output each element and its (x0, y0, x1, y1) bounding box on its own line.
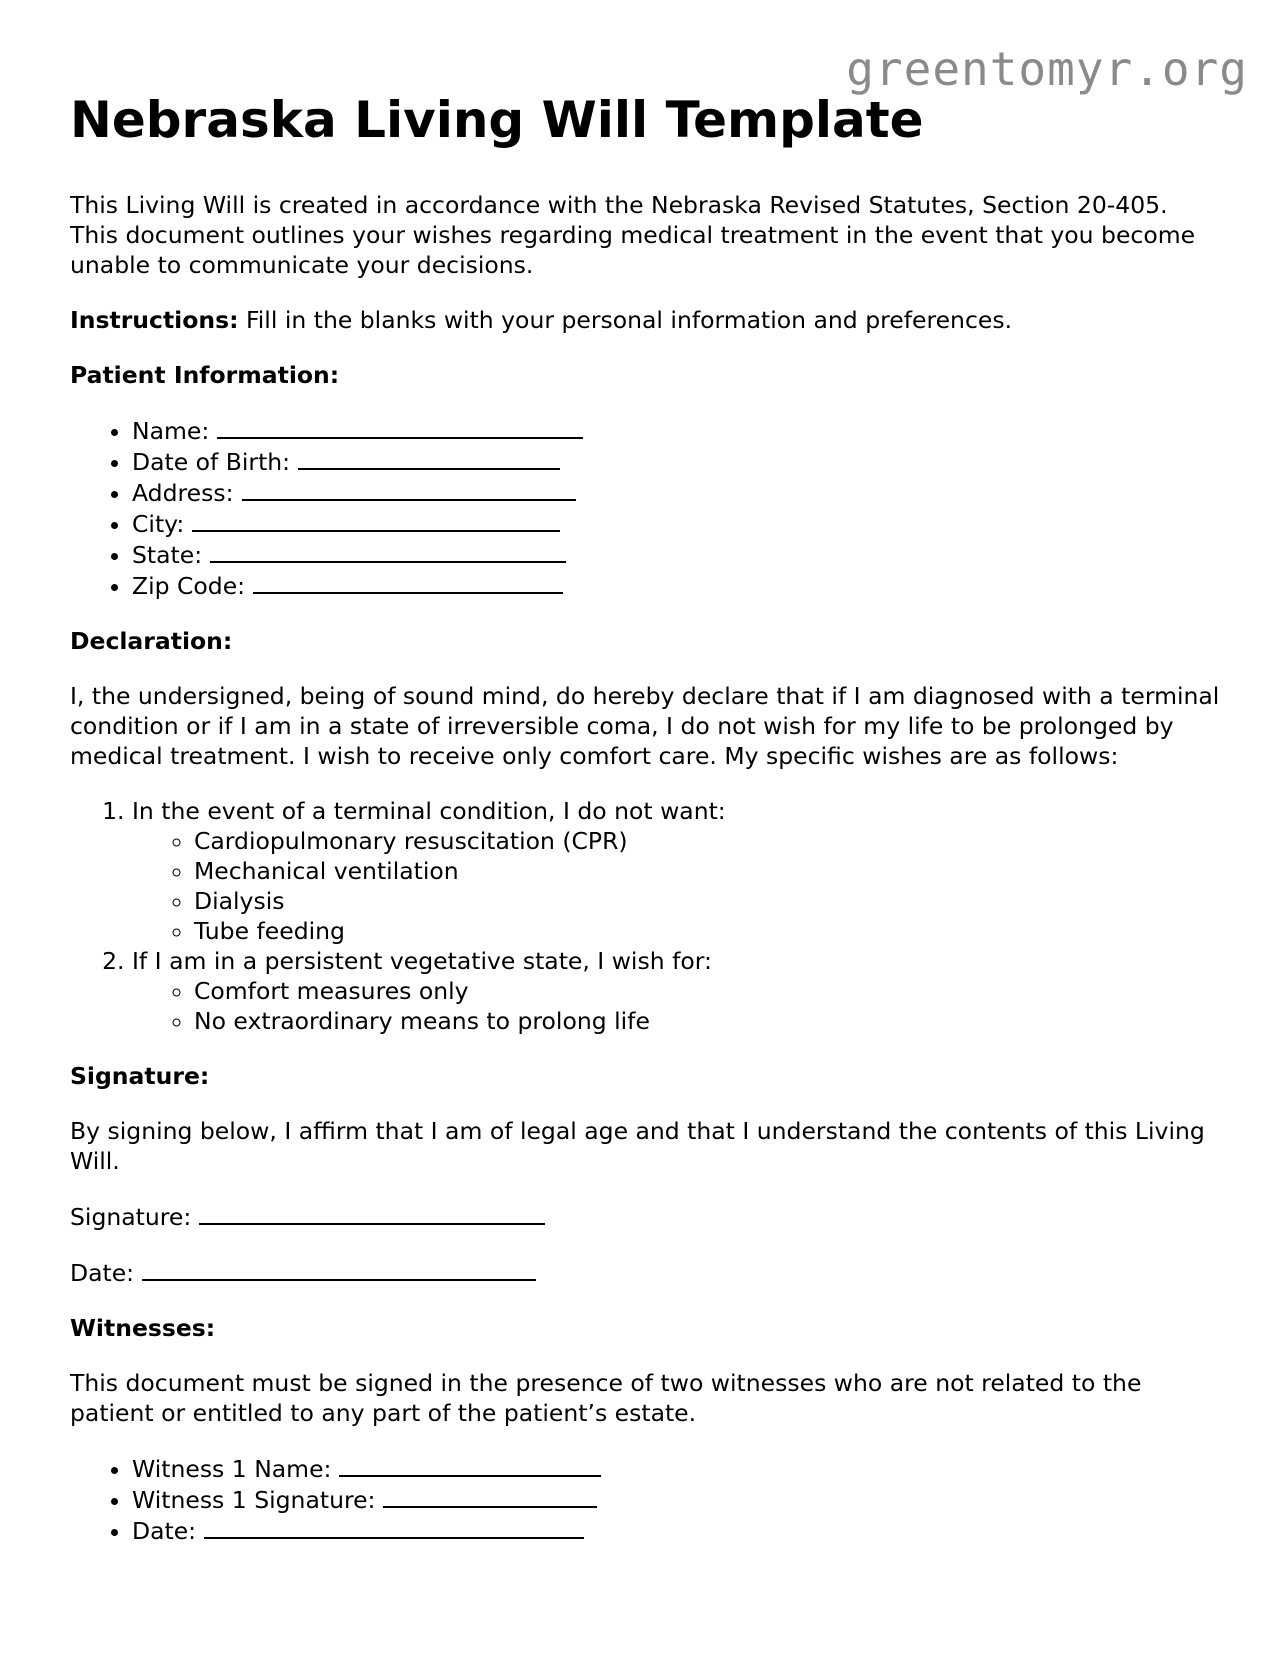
zip-blank[interactable] (253, 570, 563, 594)
list-item (132, 477, 1220, 508)
signature-blank[interactable] (199, 1201, 545, 1225)
field-label-city: City: (132, 510, 185, 538)
list-item (132, 415, 1220, 446)
page-title: Nebraska Living Will Template (70, 91, 924, 149)
declaration-paragraph: I, the undersigned, being of sound mind, do hereby declare that if I am diagnosed with a terminal condition or if I am in a state of irreversible coma, I do not wish for my life to be prolonged by medical treatment. I wish to receive only comfort care. My specific wishes are as follows: (70, 682, 1220, 770)
declaration-heading: Declaration: (70, 627, 233, 655)
city-blank[interactable] (192, 508, 560, 532)
date-label: Date: (70, 1259, 135, 1287)
list-item (132, 508, 1220, 539)
list-item: ◦ Mechanical ventilation (194, 856, 1220, 886)
intro-paragraph: This Living Will is created in accordance with the Nebraska Revised Statutes, Section 20-405. This document outlines your wishes regarding medical treatment in the event that you become unable to communicate your decisions. (70, 191, 1196, 279)
instructions-label: Instructions: (70, 306, 239, 334)
patient-info-heading: Patient Information: (70, 361, 340, 389)
date-blank[interactable] (142, 1257, 536, 1281)
list-item (132, 946, 1220, 1036)
field-label-state: State: (132, 541, 203, 569)
field-label-address: Address: (132, 479, 234, 507)
witness-date-label: Date: (132, 1517, 197, 1545)
list-item (132, 1515, 1220, 1546)
witness-list (70, 1453, 1220, 1546)
list-item: ◦ Tube feeding (194, 916, 1220, 946)
witness-signature-blank[interactable] (383, 1484, 597, 1508)
list-item: ◦ Cardiopulmonary resuscitation (CPR) (194, 826, 1220, 856)
name-blank[interactable] (217, 415, 583, 439)
wishes-list (70, 796, 1220, 1036)
witness-name-label: Witness 1 Name: (132, 1455, 332, 1483)
list-item (132, 796, 1220, 946)
list-item (132, 1453, 1220, 1484)
wish-label: If I am in a persistent vegetative state, I wish for: (132, 947, 712, 975)
list-item: ◦ Comfort measures only (194, 976, 1220, 1006)
list-item (132, 539, 1220, 570)
witness-signature-label: Witness 1 Signature: (132, 1486, 376, 1514)
instructions-paragraph (70, 305, 1220, 335)
list-item (132, 570, 1220, 601)
sub-list (132, 976, 1220, 1036)
signature-paragraph: By signing below, I affirm that I am of legal age and that I understand the contents of this Living Will. (70, 1117, 1205, 1175)
state-blank[interactable] (210, 539, 566, 563)
instructions-text: Fill in the blanks with your personal information and preferences. (238, 306, 1013, 334)
wish-label: In the event of a terminal condition, I do not want: (132, 797, 726, 825)
patient-info-list (70, 415, 1220, 601)
address-blank[interactable] (242, 477, 576, 501)
signature-label: Signature: (70, 1203, 192, 1231)
list-item: ◦ Dialysis (194, 886, 1220, 916)
watermark: greentomyr.org (846, 42, 1248, 96)
witnesses-heading: Witnesses: (70, 1314, 216, 1342)
witness-date-blank[interactable] (204, 1515, 584, 1539)
list-item (132, 1484, 1220, 1515)
signature-heading: Signature: (70, 1062, 210, 1090)
date-line (70, 1257, 1220, 1288)
document-page (70, 84, 1220, 1571)
list-item (132, 446, 1220, 477)
sub-list (132, 826, 1220, 946)
field-label-zip: Zip Code: (132, 572, 246, 600)
list-item: ◦ No extraordinary means to prolong life (194, 1006, 1220, 1036)
field-label-dob: Date of Birth: (132, 448, 291, 476)
witnesses-paragraph: This document must be signed in the presence of two witnesses who are not related to the patient or entitled to any part of the patient’s estate. (70, 1369, 1142, 1427)
signature-line (70, 1201, 1220, 1232)
dob-blank[interactable] (298, 446, 560, 470)
witness-name-blank[interactable] (339, 1453, 601, 1477)
field-label-name: Name: (132, 417, 210, 445)
